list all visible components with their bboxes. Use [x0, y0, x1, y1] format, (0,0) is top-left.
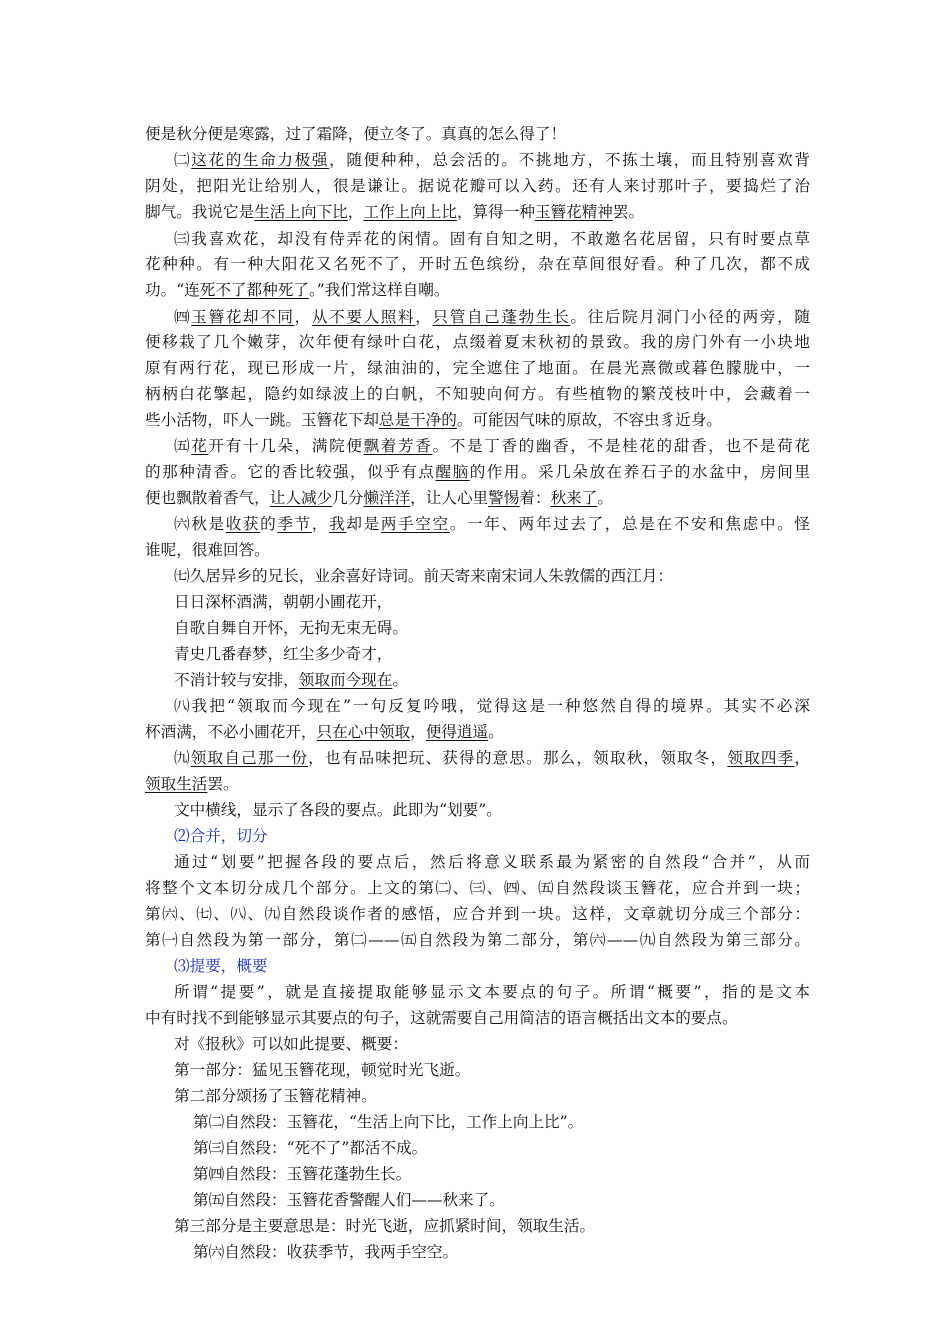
text-line: ㈢我喜欢花，却没有侍弄花的闲情。固有自知之明，不敢邀名花居留，只有时要点草: [174, 230, 810, 248]
text-line: 便是秋分便是寒露，过了霜降，便立冬了。真真的怎么得了！: [145, 125, 567, 143]
text-line: ㈨领取自己那一份，也有品味把玩、获得的意思。那么，领取秋，领取冬，领取四季，: [174, 749, 810, 767]
text-line: 青史几番春梦，红尘多少奇才，: [174, 645, 393, 663]
text-line: 第㈡自然段：玉簪花，“生活上向下比，工作上向上比”。: [193, 1113, 584, 1131]
text-line: 柄柄白花擎起，隐约如绿波上的白帆，不知驶向何方。有些植物的繁茂枝叶中，会藏着一: [145, 385, 810, 403]
text-line: 第㈢自然段：“死不了”都活不成。: [193, 1139, 428, 1157]
section-heading: ⑶提要，概要: [174, 957, 268, 975]
text-line: ㈥秋是收获的季节，我却是两手空空。一年、两年过去了，总是在不安和焦虑中。怪: [174, 515, 810, 533]
text-line: 第㈣自然段：玉簪花蓬勃生长。: [193, 1165, 412, 1183]
text-line: 阴处，把阳光让给别人，很是谦让。据说花瓣可以入药。还有人来讨那叶子，要捣烂了治: [145, 177, 810, 195]
text-line: 通过“划要”把握各段的要点后，然后将意义联系最为紧密的自然段“合并”，从而: [174, 853, 810, 871]
text-line: 第㈠自然段为第一部分，第㈡——㈤自然段为第二部分，第㈥——㈨自然段为第三部分。: [145, 931, 810, 949]
text-line: 第㈤自然段：玉簪花香警醒人们——秋来了。: [193, 1191, 505, 1209]
text-line: 中有时找不到能够显示其要点的句子，这就需要自己用简洁的语言概括出文本的要点。: [145, 1009, 738, 1027]
text-line: 些小活物，吓人一跳。玉簪花下却总是干净的。可能因气味的原故，不容虫豸近身。: [145, 411, 723, 429]
text-line: 脚气。我说它是生活上向下比，工作上向上比，算得一种玉簪花精神罢。: [145, 203, 645, 221]
text-line: 所谓“提要”，就是直接提取能够显示文本要点的句子。所谓“概要”，指的是文本: [174, 983, 810, 1001]
text-line: 原有两行花，现已形成一片，绿油油的，完全遮住了地面。在晨光熹微或暮色朦胧中，一: [145, 359, 810, 377]
text-line: 便也飘散着香气，让人减少几分懒洋洋，让人心里警惕着：秋来了。: [145, 489, 613, 507]
text-line: 谁呢，很难回答。: [145, 541, 270, 559]
text-line: 不消计较与安排，领取而今现在。: [174, 671, 408, 689]
text-line: 便移栽了几个嫩芽，次年便有绿叶白花，点缀着夏末秋初的景致。我的房门外有一小块地: [145, 333, 810, 351]
text-line: ㈡这花的生命力极强，随便种种，总会活的。不挑地方，不拣土壤，而且特别喜欢背: [174, 151, 810, 169]
text-line: 第一部分：猛见玉簪花现，顿觉时光飞逝。: [174, 1061, 471, 1079]
text-line: 花种种。有一种大阳花又名死不了，开时五色缤纷，杂在草间很好看。种了几次，都不成: [145, 255, 810, 273]
text-line: ㈦久居异乡的兄长，业余喜好诗词。前天寄来南宋词人朱敦儒的西江月：: [174, 567, 674, 585]
text-line: 第二部分颂扬了玉簪花精神。: [174, 1087, 377, 1105]
text-line: ㈤花开有十几朵，满院便飘着芳香。不是丁香的幽香，不是桂花的甜香，也不是荷花: [174, 437, 810, 455]
text-line: 第㈥自然段：收获季节，我两手空空。: [193, 1243, 459, 1261]
text-line: ㈣玉簪花却不同，从不要人照料，只管自己蓬勃生长。往后院月洞门小径的两旁，随: [174, 308, 810, 326]
text-line: 日日深杯酒满，朝朝小圃花开，: [174, 593, 393, 611]
section-heading: ⑵合并，切分: [174, 827, 268, 845]
text-line: ㈧我把“领取而今现在”一句反复吟哦，觉得这是一种悠然自得的境界。其实不必深: [174, 697, 810, 715]
text-line: 第三部分是主要意思是：时光飞逝，应抓紧时间，领取生活。: [174, 1217, 596, 1235]
text-line: 将整个文本切分成几个部分。上文的第㈡、㈢、㈣、㈤自然段谈玉簪花，应合并到一块；: [145, 879, 810, 897]
text-line: 第㈥、㈦、㈧、㈨自然段谈作者的感悟，应合并到一块。这样，文章就切分成三个部分：: [145, 905, 810, 923]
text-line: 对《报秋》可以如此提要、概要：: [174, 1035, 408, 1053]
text-line: 文中横线，显示了各段的要点。此即为“划要”。: [174, 801, 502, 819]
text-line: 功。“连死不了都种死了。”我们常这样自嘲。: [145, 281, 450, 299]
text-line: 自歌自舞自开怀，无拘无束无碍。: [174, 619, 408, 637]
text-line: 杯酒满，不必小圃花开，只在心中领取，便得逍遥。: [145, 723, 504, 741]
text-line: 的那种清香。它的香比较强，似乎有点醒脑的作用。采几朵放在养石子的水盆中，房间里: [145, 463, 810, 481]
text-line: 领取生活罢。: [145, 775, 239, 793]
